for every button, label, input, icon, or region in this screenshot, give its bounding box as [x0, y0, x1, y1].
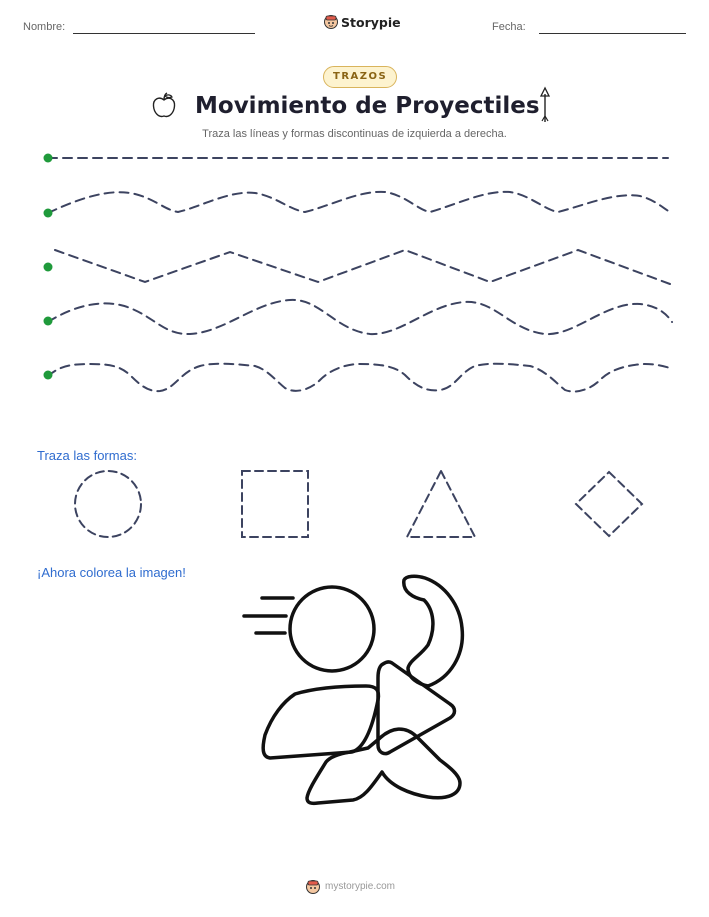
- trace-square[interactable]: [242, 471, 308, 537]
- storypie-logo-icon: [305, 879, 321, 895]
- brand-name: Storypie: [341, 15, 401, 30]
- trace-line-wave[interactable]: [48, 192, 670, 213]
- coloring-section-label: ¡Ahora colorea la imagen!: [37, 565, 186, 580]
- start-dot: [44, 209, 53, 218]
- figure-legs: [307, 729, 460, 803]
- apple-icon: [151, 91, 177, 121]
- shapes-section-label: Traza las formas:: [37, 448, 137, 463]
- arrow-icon: [536, 86, 554, 124]
- category-badge: TRAZOS: [323, 66, 397, 88]
- trace-triangle[interactable]: [407, 471, 475, 537]
- trace-line-bump-wave[interactable]: [48, 364, 670, 392]
- figure-torso: [263, 686, 378, 758]
- storypie-logo-icon: [323, 14, 339, 30]
- start-dot: [44, 263, 53, 272]
- figure-head: [290, 587, 374, 671]
- footer-url[interactable]: mystorypie.com: [325, 881, 396, 892]
- name-line[interactable]: [73, 33, 255, 34]
- name-label: Nombre:: [23, 21, 66, 33]
- brand-logo: [323, 13, 413, 33]
- figure-arm-arc: [404, 576, 463, 686]
- date-label: Fecha:: [492, 21, 526, 33]
- trace-diamond[interactable]: [576, 472, 642, 536]
- trace-line-loop-wave[interactable]: [48, 300, 672, 334]
- coloring-image[interactable]: [235, 572, 475, 812]
- trace-line-zigzag[interactable]: [55, 250, 670, 284]
- start-dot: [44, 371, 53, 380]
- start-dot: [44, 317, 53, 326]
- start-dot: [44, 154, 53, 163]
- page-title: Movimiento de Proyectiles: [195, 93, 540, 119]
- instructions: Traza las líneas y formas discontinuas de izquierda a derecha.: [202, 128, 507, 140]
- tracing-lines: [0, 140, 709, 400]
- trace-circle[interactable]: [75, 471, 141, 537]
- trace-shapes: [60, 462, 660, 548]
- date-line[interactable]: [539, 33, 686, 34]
- footer: [305, 878, 415, 896]
